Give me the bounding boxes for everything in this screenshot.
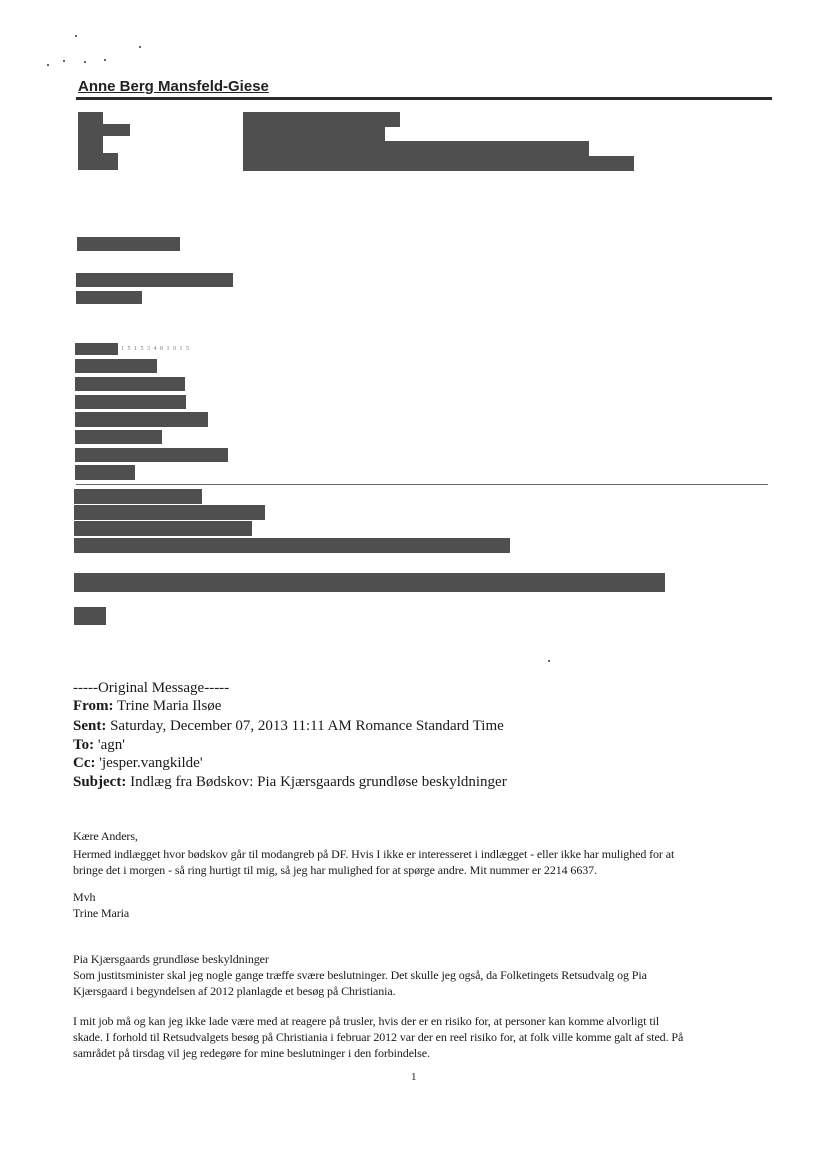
paragraph-line: Som justitsminister skal jeg nogle gange træffe svære beslutninger. Det skulle jeg også, da Folketingets Retsudvalg og Pia (73, 968, 647, 982)
greeting: Kære Anders, (73, 829, 138, 843)
cc-label: Cc: (73, 755, 96, 771)
from-value: Trine Maria Ilsøe (117, 698, 222, 714)
signoff: Mvh (73, 890, 96, 904)
subject-line (73, 774, 507, 791)
header-rule (76, 97, 772, 100)
redaction-block (243, 112, 400, 127)
sent-value: Saturday, December 07, 2013 11:11 AM Romance Standard Time (110, 718, 504, 734)
cc-line (73, 755, 203, 772)
sender-name-header: Anne Berg Mansfeld-Giese (78, 78, 269, 95)
to-label: To: (73, 737, 95, 753)
scan-speck (75, 35, 77, 37)
divider-rule (76, 484, 768, 485)
redaction-block (75, 343, 118, 355)
redaction-block (75, 412, 208, 427)
paragraph-line: Kjærsgaard i begyndelsen af 2012 planlagde et besøg på Christiania. (73, 984, 396, 998)
paragraph-line: skade. I forhold til Retsudvalgets besøg på Christiania i februar 2012 var der en reel risiko for, at folk ville komme galt af sted. På (73, 1030, 684, 1044)
scan-speck (139, 46, 141, 48)
redaction-block (74, 489, 202, 504)
scan-speck (548, 660, 550, 662)
stamp-number: 1 5 1 5 3 4 0 1 0 1 5 (121, 346, 190, 352)
paragraph-line: Hermed indlægget hvor bødskov går til modangreb på DF. Hvis I ikke er interesseret i indlægget - eller ikke har mulighed for at (73, 847, 675, 861)
to-line (73, 737, 125, 754)
paragraph-line: samrådet på tirsdag vil jeg redegøre for mine beslutninger i den forbindelse. (73, 1046, 430, 1060)
redaction-block (75, 430, 162, 444)
original-message-divider: -----Original Message----- (73, 680, 230, 696)
sent-line (73, 718, 504, 735)
page-number: 1 (411, 1071, 417, 1083)
redaction-block (74, 607, 106, 625)
scan-speck (47, 64, 49, 66)
redaction-block (243, 141, 589, 157)
subject-value: Indlæg fra Bødskov: Pia Kjærsgaards grundløse beskyldninger (130, 774, 507, 790)
subject-label: Subject: (73, 774, 127, 790)
redaction-block (95, 153, 118, 170)
paragraph-line: bringe det i morgen - så ring hurtigt til mig, så jeg har mulighed for at spørge andre. Mit nummer er 2214 6637. (73, 863, 597, 877)
redaction-block (74, 505, 265, 520)
redaction-block (75, 377, 185, 391)
redaction-block (243, 126, 385, 142)
scan-speck (63, 60, 65, 62)
redaction-block (74, 521, 252, 536)
redaction-block (74, 573, 665, 592)
redaction-block (243, 156, 634, 171)
redaction-block (95, 124, 130, 136)
redaction-block (75, 448, 228, 462)
cc-value: 'jesper.vangkilde' (99, 755, 203, 771)
from-label: From: (73, 698, 114, 714)
from-line (73, 698, 221, 715)
sent-label: Sent: (73, 718, 107, 734)
scan-speck (104, 59, 106, 61)
redaction-block (77, 237, 180, 251)
article-title: Pia Kjærsgaards grundløse beskyldninger (73, 952, 269, 966)
redaction-block (76, 291, 142, 304)
redaction-block (75, 359, 157, 373)
signature: Trine Maria (73, 906, 130, 920)
redaction-block (74, 538, 510, 553)
redaction-block (75, 395, 186, 409)
to-value: 'agn' (97, 737, 125, 753)
redaction-block (76, 273, 233, 287)
redaction-block (75, 465, 135, 480)
paragraph-line: I mit job må og kan jeg ikke lade være med at reagere på trusler, hvis der er en risiko for, at personer kan komme alvorligt til (73, 1014, 660, 1028)
scan-speck (84, 61, 86, 63)
